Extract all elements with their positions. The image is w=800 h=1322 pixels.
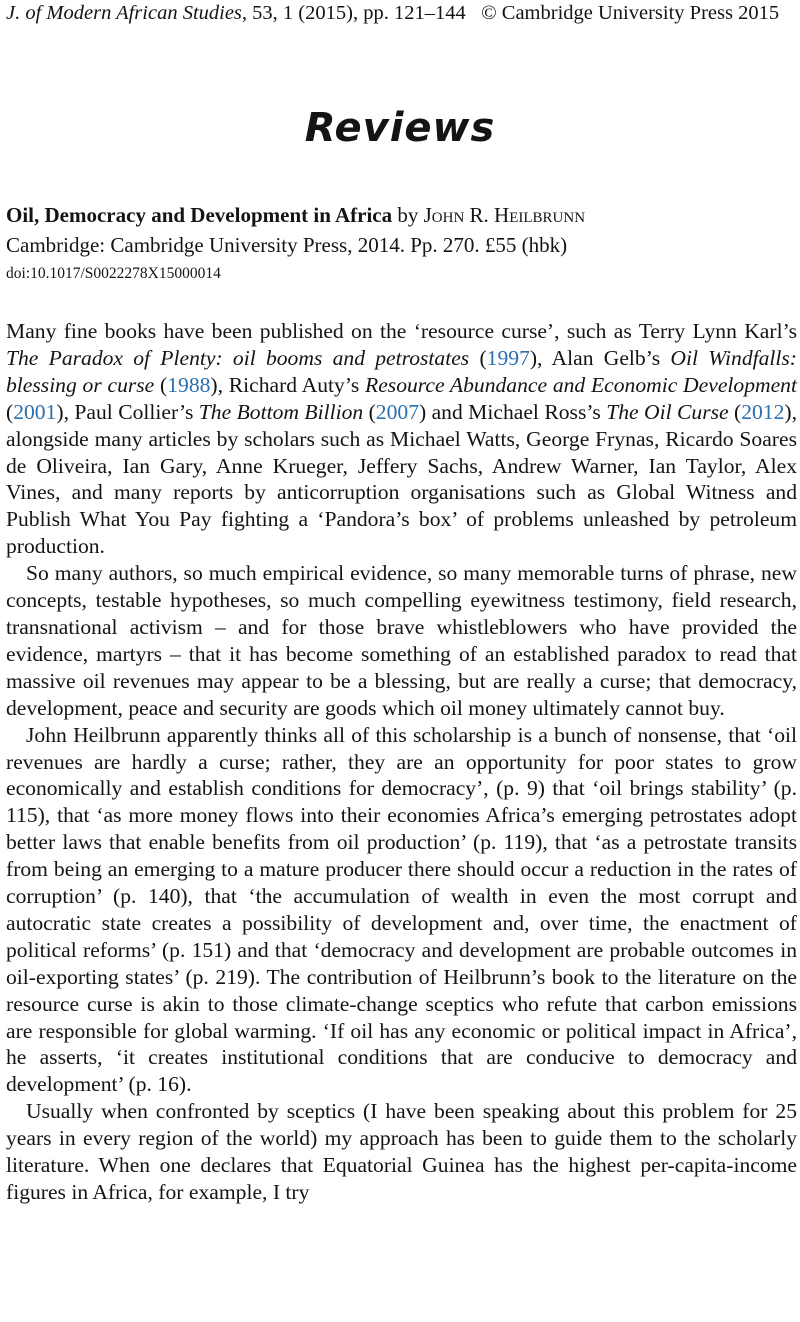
cited-book-title: The Paradox of Plenty: oil booms and petrostates xyxy=(6,345,470,370)
copyright-notice: © Cambridge University Press 2015 xyxy=(481,2,780,24)
paragraph-2: So many authors, so much empirical evidence, so many memorable turns of phrase, new concepts, testable hypotheses, so much compelling eyewitness testimony, field research, transnational activism – and for those brave whistleblowers who have provided the evidence, martyrs – that it has become something of an established paradox to read that massive oil revenues may appear to be a blessing, but are really a curse; that democracy, development, peace and security are goods which oil money ultimately cannot buy. xyxy=(6,561,797,720)
running-header xyxy=(6,0,796,26)
reference-link[interactable]: 2007 xyxy=(375,399,419,424)
section-title: Reviews xyxy=(304,105,496,151)
paragraph-3: John Heilbrunn apparently thinks all of this scholarship is a bunch of nonsense, that ‘oil revenues are hardly a curse; rather, they are an opportunity for poor states to grow economically and establish conditions for democracy’, (p. 9) that ‘oil brings stability’ (p. 115), that ‘as more money flows into their economies Africa’s emerging petrostates adopt better laws that enable benefits from oil production’ (p. 119), that ‘as a petrostate transits from being an emerging to a mature producer there should occur a reduction in the rates of corruption’ (p. 140), that ‘the accumulation of wealth in even the most corrupt and autocratic state creates a possibility of development and, over time, the enactment of political reforms’ (p. 151) and that ‘democracy and development are probable outcomes in oil-exporting states’ (p. 219). The contribution of Heilbrunn’s book to the literature on the resource curse is akin to those climate-change sceptics who refute that carbon emissions are responsible for global warming. ‘If oil has any economic or political impact in Africa’, he asserts, ‘it creates institutional conditions that are conducive to democracy and development’ (p. 16). xyxy=(6,722,797,1097)
reference-link[interactable]: 2012 xyxy=(741,399,785,424)
text-run: ( xyxy=(154,372,168,397)
cited-book-title: Resource Abundance and Economic Development xyxy=(365,372,797,397)
cited-book-title: The Bottom Billion xyxy=(198,399,364,424)
paragraph-4: Usually when confronted by sceptics (I have been speaking about this problem for 25 years in every region of the world) my approach has been to guide them to the scholarly literature. When one declares that Equatorial Guinea has the highest per-capita-income figures in Africa, for example, I try xyxy=(6,1099,797,1204)
citation-title-line xyxy=(6,200,796,230)
paragraph-1 xyxy=(6,318,797,560)
text-run: Many fine books have been published on the ‘resource curse’, such as Terry Lynn Karl’s xyxy=(6,319,797,343)
book-title: Oil, Democracy and Development in Africa xyxy=(6,203,393,227)
text-run: ( xyxy=(363,399,376,424)
journal-abbrev: J. of Modern African Studies xyxy=(6,2,242,24)
text-run: ), alongside many articles by scholars such as Michael Watts, George Frynas, Ricardo Soares de Oliveira, Ian Gary, Anne Krueger, Jeffery Sachs, Andrew Warner, Ian Taylor, Alex Vines, and many reports by anticorruption organisations such as Global Witness and Publish What You Pay fighting a ‘Pandora’s box’ of problems unleashed by petroleum production. xyxy=(6,399,797,559)
text-run: ( xyxy=(6,399,14,424)
reference-link[interactable]: 2001 xyxy=(13,399,57,424)
doi-link[interactable]: doi:10.1017/S0022278X15000014 xyxy=(6,265,221,282)
text-run: ), Paul Collier’s xyxy=(56,399,199,424)
reference-link[interactable]: 1988 xyxy=(167,372,211,397)
issue-info: , 53, 1 (2015), pp. 121–144 xyxy=(241,2,466,24)
book-author: John R. Heilbrunn xyxy=(423,203,586,227)
publisher-line: Cambridge: Cambridge University Press, 2014. Pp. 270. £55 (hbk) xyxy=(6,233,568,257)
reference-link[interactable]: 1997 xyxy=(486,345,530,370)
review-body xyxy=(6,318,797,1206)
text-run: ), Alan Gelb’s xyxy=(529,345,671,370)
book-citation xyxy=(6,200,796,286)
text-run: ), Richard Auty’s xyxy=(210,372,366,397)
cited-book-title: The Oil Curse xyxy=(606,399,729,424)
text-run: ( xyxy=(728,399,742,424)
text-run: ) and Michael Ross’s xyxy=(418,399,607,424)
cited-book-title: Oil Windfalls: blessing or curse xyxy=(6,345,797,397)
citation-by: by xyxy=(392,203,424,227)
text-run: ( xyxy=(469,345,487,370)
